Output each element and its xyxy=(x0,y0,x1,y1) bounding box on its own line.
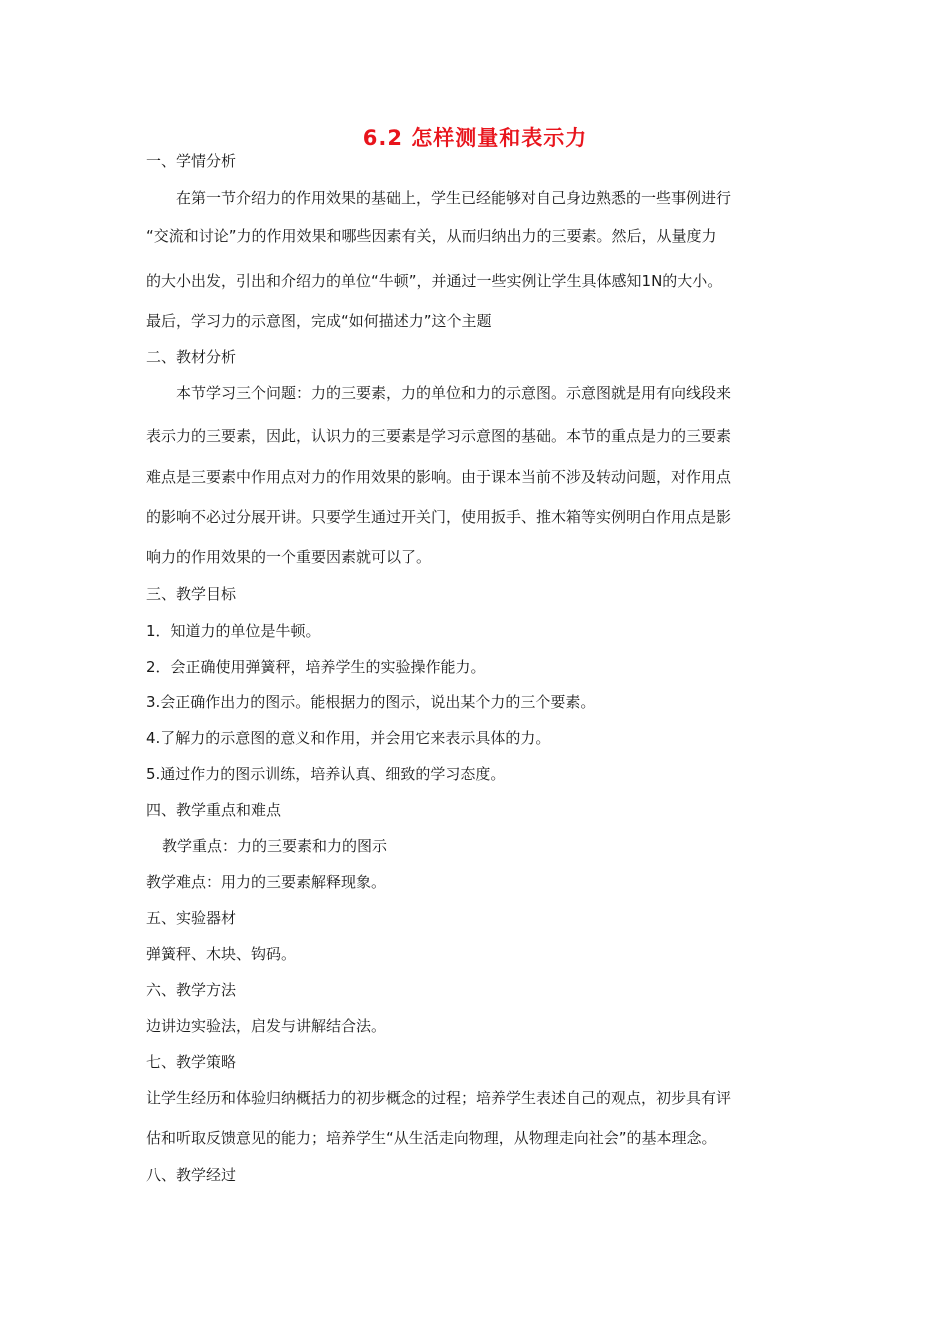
section-heading-teaching-process: 八、教学经过 xyxy=(146,1166,237,1184)
paragraph-line: 在第一节介绍力的作用效果的基础上，学生已经能够对自己身边熟悉的一些事例进行 xyxy=(176,189,732,207)
document-title: 6.2 怎样测量和表示力 xyxy=(362,126,588,150)
list-item: 5.通过作力的图示训练，培养认真、细致的学习态度。 xyxy=(146,765,506,783)
equipment-text: 弹簧秤、木块、钩码。 xyxy=(146,945,297,963)
paragraph-line: 本节学习三个问题：力的三要素，力的单位和力的示意图。示意图就是用有向线段来 xyxy=(176,384,732,402)
paragraph-line: 的影响不必过分展开讲。只要学生通过开关门，使用扳手、推木箱等实例明白作用点是影 xyxy=(146,508,732,526)
paragraph-line: 让学生经历和体验归纳概括力的初步概念的过程；培养学生表述自己的观点，初步具有评 xyxy=(146,1089,732,1107)
section-heading-learner-analysis: 一、学情分析 xyxy=(146,152,237,170)
paragraph-line: 响力的作用效果的一个重要因素就可以了。 xyxy=(146,548,432,566)
paragraph-line: 估和听取反馈意见的能力；培养学生“从生活走向物理，从物理走向社会”的基本理念。 xyxy=(146,1129,717,1147)
section-heading-material-analysis: 二、教材分析 xyxy=(146,348,237,366)
paragraph-line: 的大小出发，引出和介绍力的单位“牛顿”，并通过一些实例让学生具体感知1N的大小。 xyxy=(146,272,723,290)
paragraph-line: 表示力的三要素，因此，认识力的三要素是学习示意图的基础。本节的重点是力的三要素 xyxy=(146,427,732,445)
paragraph-line: 最后，学习力的示意图，完成“如何描述力”这个主题 xyxy=(146,312,492,330)
section-heading-strategy: 七、教学策略 xyxy=(146,1053,237,1071)
section-heading-methods: 六、教学方法 xyxy=(146,981,237,999)
list-item: 3.会正确作出力的图示。能根据力的图示，说出某个力的三个要素。 xyxy=(146,693,596,711)
methods-text: 边讲边实验法，启发与讲解结合法。 xyxy=(146,1017,387,1035)
paragraph-line: 难点是三要素中作用点对力的作用效果的影响。由于课本当前不涉及转动问题，对作用点 xyxy=(146,468,732,486)
key-point-text: 教学重点：力的三要素和力的图示 xyxy=(162,837,388,855)
list-item: 4.了解力的示意图的意义和作用，并会用它来表示具体的力。 xyxy=(146,729,551,747)
section-heading-key-points: 四、教学重点和难点 xyxy=(146,801,282,819)
paragraph-line: “交流和讨论”力的作用效果和哪些因素有关，从而归纳出力的三要素。然后，从量度力 xyxy=(146,227,717,245)
difficulty-text: 教学难点：用力的三要素解释现象。 xyxy=(146,873,387,891)
list-item: 1．知道力的单位是牛顿。 xyxy=(146,622,321,640)
section-heading-equipment: 五、实验器材 xyxy=(146,909,237,927)
section-heading-teaching-objectives: 三、教学目标 xyxy=(146,585,237,603)
list-item: 2．会正确使用弹簧秤，培养学生的实验操作能力。 xyxy=(146,658,486,676)
